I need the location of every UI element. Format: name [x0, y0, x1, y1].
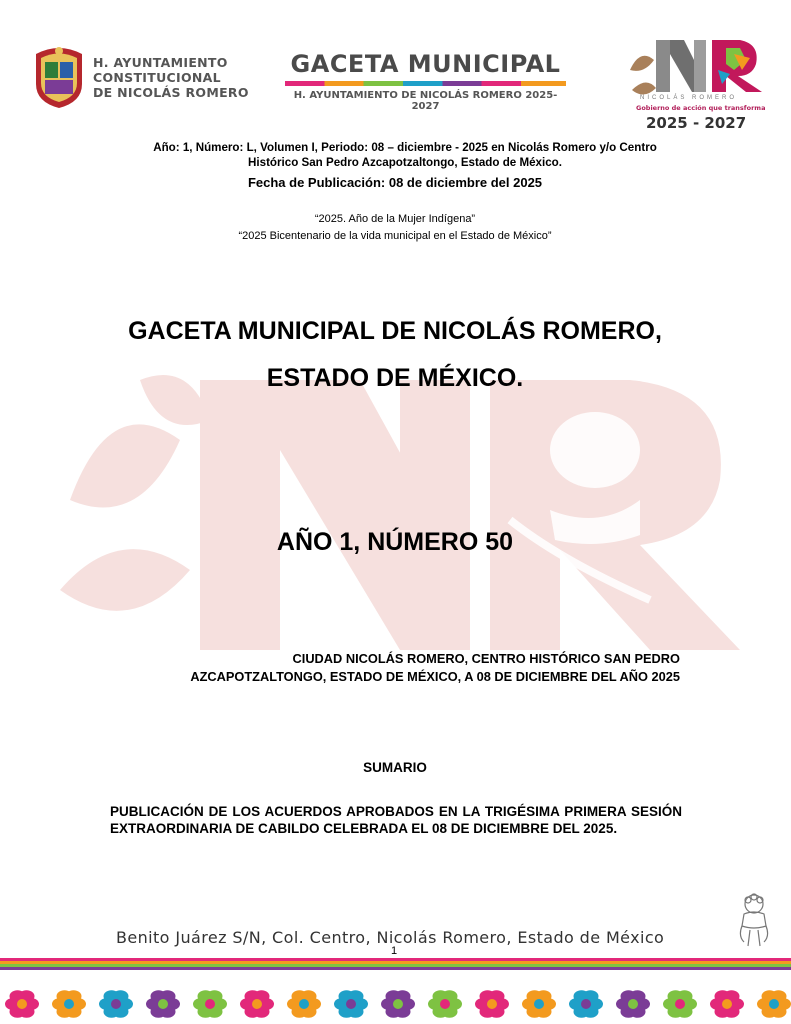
summary-heading: SUMARIO — [363, 760, 427, 775]
nr-watermark — [40, 360, 760, 670]
gaceta-logo-title: GACETA MUNICIPAL — [290, 50, 561, 78]
flower-icon — [475, 990, 509, 1018]
flower-icon — [146, 990, 180, 1018]
flower-icon — [193, 990, 227, 1018]
nr-logo-slogan: Gobierno de acción que transforma — [636, 104, 766, 112]
flower-icon — [663, 990, 697, 1018]
place-and-date — [110, 650, 680, 686]
main-title-line: GACETA MUNICIPAL DE NICOLÁS ROMERO, — [128, 317, 662, 345]
footer-address: Benito Juárez S/N, Col. Centro, Nicolás Romero, Estado de México — [116, 928, 665, 947]
flower-icon — [334, 990, 368, 1018]
ayuntamiento-line: DE NICOLÁS ROMERO — [93, 85, 249, 100]
ayuntamiento-name — [93, 55, 249, 100]
flower-icon — [99, 990, 133, 1018]
flower-icon — [710, 990, 744, 1018]
flower-icon — [757, 990, 791, 1018]
publication-date: Fecha de Publicación: 08 de diciembre del 2025 — [247, 175, 543, 190]
publication-info-line: Año: 1, Número: L, Volumen I, Periodo: 08 – diciembre - 2025 en Nicolás Romero y/o Centro — [153, 141, 657, 154]
year-motto: “2025. Año de la Mujer Indígena” — [314, 213, 476, 225]
nr-logo-name: NICOLÁS ROMERO — [640, 95, 738, 101]
ayuntamiento-line: H. AYUNTAMIENTO — [93, 55, 228, 70]
main-title-line: ESTADO DE MÉXICO. — [266, 364, 524, 392]
floral-footer-band — [0, 958, 791, 1024]
flower-icon — [522, 990, 556, 1018]
issue-number: AÑO 1, NÚMERO 50 — [276, 528, 514, 556]
municipal-seal-logo — [30, 44, 88, 110]
flower-icon — [569, 990, 603, 1018]
nr-logo-years: 2025 - 2027 — [646, 114, 747, 132]
gaceta-logo — [283, 50, 568, 112]
main-title — [60, 308, 730, 402]
flower-icon — [428, 990, 462, 1018]
flower-icon — [52, 990, 86, 1018]
dancer-illustration-icon — [730, 892, 778, 948]
publication-info-line: Histórico San Pedro Azcapotzaltongo, Estado de México. — [248, 156, 562, 169]
place-and-date-line: AZCAPOTZALTONGO, ESTADO DE MÉXICO, A 08 DE DICIEMBRE DEL AÑO 2025 — [190, 669, 680, 684]
gaceta-logo-subtitle: H. AYUNTAMIENTO DE NICOLÁS ROMERO 2025-2027 — [293, 90, 558, 112]
bicentenary-motto: “2025 Bicentenario de la vida municipal en el Estado de México” — [238, 230, 552, 242]
flower-icon — [5, 990, 39, 1018]
flower-icon — [381, 990, 415, 1018]
summary-text: PUBLICACIÓN DE LOS ACUERDOS APROBADOS EN LA TRIGÉSIMA PRIMERA SESIÓN EXTRAORDINARIA DE CABILDO CELEBRADA EL 08 DE DICIEMBRE DEL 2025. — [110, 804, 682, 836]
gaceta-logo-stripe — [285, 81, 566, 86]
publication-info — [120, 140, 690, 170]
flower-icon — [287, 990, 321, 1018]
place-and-date-line: CIUDAD NICOLÁS ROMERO, CENTRO HISTÓRICO SAN PEDRO — [292, 651, 680, 666]
flower-icon — [240, 990, 274, 1018]
flower-icon — [616, 990, 650, 1018]
ayuntamiento-line: CONSTITUCIONAL — [93, 70, 221, 85]
page-number: 1 — [391, 945, 398, 957]
